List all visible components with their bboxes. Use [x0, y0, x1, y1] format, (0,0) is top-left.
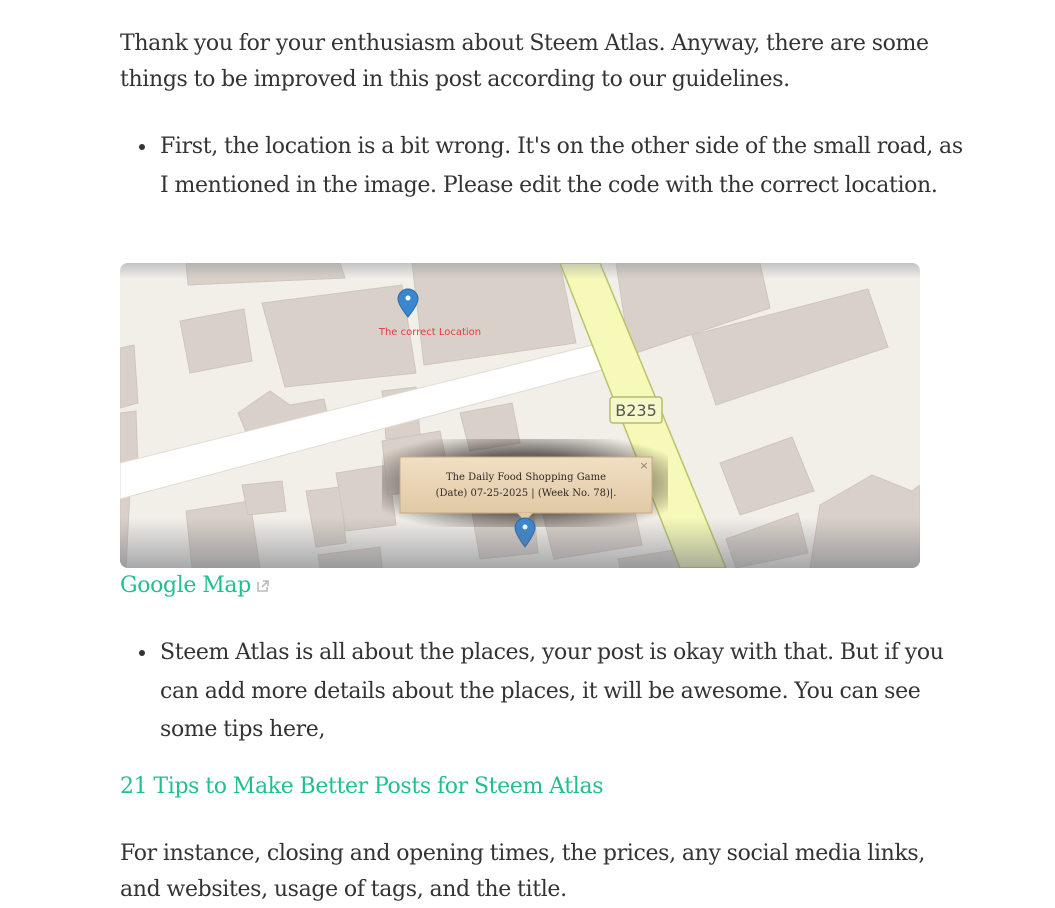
- external-link-icon: [256, 579, 270, 593]
- bullet-list-details: [120, 634, 970, 750]
- list-item: [160, 128, 970, 205]
- road-shield-label: B235: [615, 401, 657, 420]
- map-popup: [382, 439, 668, 527]
- google-map-link[interactable]: [120, 569, 270, 603]
- popup-date: (Date) 07-25-2025 | (Week No. 78)|.: [435, 488, 617, 499]
- intro-paragraph: Thank you for your enthusiasm about Steem Atlas. Anyway, there are some things to be improved in this post according to our guidelines.: [120, 31, 929, 92]
- google-map-link-label: Google Map: [120, 573, 251, 598]
- bullet-dot: [139, 650, 145, 656]
- tips-link[interactable]: 21 Tips to Make Better Posts for Steem Atlas: [120, 774, 604, 799]
- bullet-text: First, the location is a bit wrong. It's on the other side of the small road, as I mentioned in the image. Please edit the code with the correct location.: [160, 134, 963, 198]
- map-screenshot: [120, 263, 920, 568]
- map-image: [120, 263, 920, 568]
- list-item: [160, 634, 970, 750]
- correct-location-label: The correct Location: [378, 327, 482, 338]
- bullet-text: Steem Atlas is all about the places, your post is okay with that. But if you can add more details about the places, it will be awesome. You can see some tips here,: [160, 640, 944, 742]
- bullet-dot: [139, 144, 145, 150]
- popup-title: The Daily Food Shopping Game: [445, 472, 607, 483]
- road-shield: [610, 397, 662, 423]
- popup-close-icon[interactable]: ×: [639, 459, 649, 472]
- bullet-list-location: [120, 128, 970, 205]
- closing-paragraph: For instance, closing and opening times, the prices, any social media links, and websites, usage of tags, and the title.: [120, 841, 926, 902]
